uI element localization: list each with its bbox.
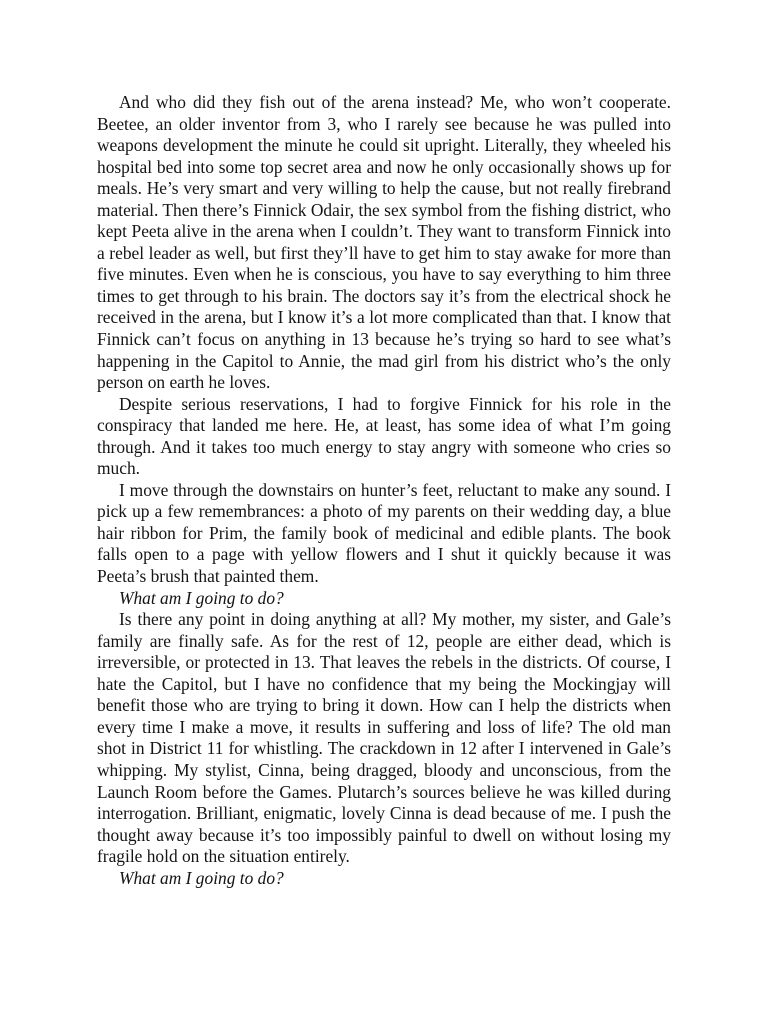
italic-question: What am I going to do? bbox=[119, 867, 284, 888]
italic-question: What am I going to do? bbox=[119, 587, 284, 608]
book-page bbox=[97, 92, 671, 889]
paragraph: I move through the downstairs on hunter’s feet, reluctant to make any sound. I pick up a few remembrances: a photo of my parents on their wedding day, a blue hair ribbon for Prim, the family book of medicinal and edible plants. The book falls open to a page with yellow flowers and I shut it quickly because it was Peeta’s brush that painted them. bbox=[97, 479, 671, 587]
paragraph: Despite serious reservations, I had to forgive Finnick for his role in the conspiracy that landed me here. He, at least, has some idea of what I’m going through. And it takes too much energy to stay angry with someone who cries so much. bbox=[97, 393, 671, 479]
paragraph: And who did they fish out of the arena instead? Me, who won’t cooperate. Beetee, an older inventor from 3, who I rarely see because he was pulled into weapons development the minute he could sit upright. Literally, they wheeled his hospital bed into some top secret area and now he only occasionally shows up for meals. He’s very smart and very willing to help the cause, but not really firebrand material. Then there’s Finnick Odair, the sex symbol from the fishing district, who kept Peeta alive in the arena when I couldn’t. They want to transform Finnick into a rebel leader as well, but first they’ll have to get him to stay awake for more than five minutes. Even when he is conscious, you have to say everything to him three times to get through to his brain. The doctors say it’s from the electrical shock he received in the arena, but I know it’s a lot more complicated than that. I know that Finnick can’t focus on anything in 13 because he’s trying so hard to see what’s happening in the Capitol to Annie, the mad girl from his district who’s the only person on earth he loves. bbox=[97, 92, 671, 393]
paragraph: Is there any point in doing anything at all? My mother, my sister, and Gale’s family are finally safe. As for the rest of 12, people are either dead, which is irreversible, or protected in 13. That leaves the rebels in the districts. Of course, I hate the Capitol, but I have no confidence that my being the Mockingjay will benefit those who are trying to bring it down. How can I help the districts when every time I make a move, it results in suffering and loss of life? The old man shot in District 11 for whistling. The crackdown in 12 after I intervened in Gale’s whipping. My stylist, Cinna, being dragged, bloody and unconscious, from the Launch Room before the Games. Plutarch’s sources believe he was killed during interrogation. Brilliant, enigmatic, lovely Cinna is dead because of me. I push the thought away because it’s too impossibly painful to dwell on without losing my fragile hold on the situation entirely. bbox=[97, 609, 671, 867]
